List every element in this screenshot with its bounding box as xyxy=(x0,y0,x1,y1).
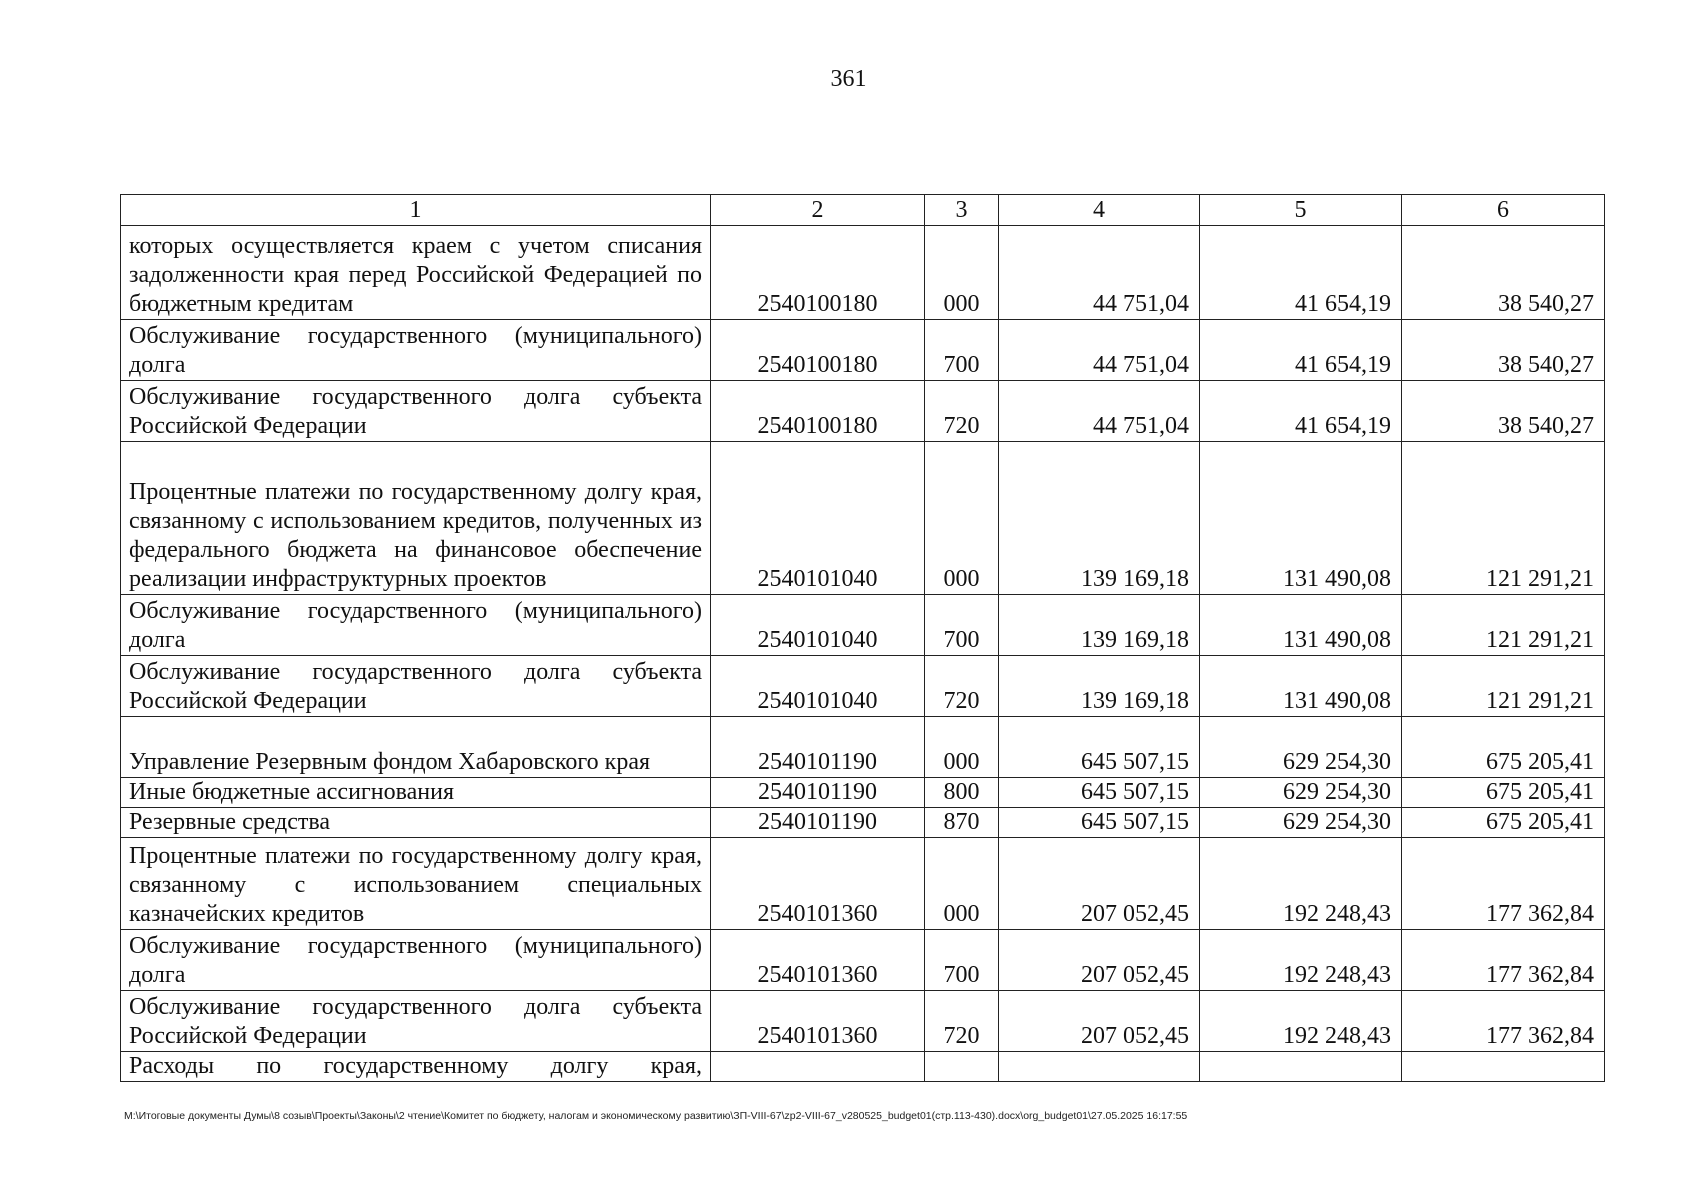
row-value-4 xyxy=(999,1052,1200,1082)
row-name: Обслуживание государственного (муниципального) долга xyxy=(121,930,711,991)
row-type: 720 xyxy=(925,991,999,1052)
column-header: 6 xyxy=(1402,195,1605,226)
row-value-5: 131 490,08 xyxy=(1200,442,1402,595)
row-type: 000 xyxy=(925,226,999,320)
row-name: Обслуживание государственного долга субъекта Российской Федерации xyxy=(121,656,711,717)
page-number: 361 xyxy=(830,66,867,92)
row-type: 870 xyxy=(925,808,999,838)
column-header: 5 xyxy=(1200,195,1402,226)
row-value-5: 131 490,08 xyxy=(1200,595,1402,656)
row-type: 720 xyxy=(925,656,999,717)
row-value-5: 131 490,08 xyxy=(1200,656,1402,717)
row-code: 2540101040 xyxy=(711,656,925,717)
table-row xyxy=(121,838,1605,930)
row-value-6: 121 291,21 xyxy=(1402,595,1605,656)
row-name: Резервные средства xyxy=(121,808,711,838)
row-type: 000 xyxy=(925,717,999,778)
table-row xyxy=(121,381,1605,442)
row-value-5: 629 254,30 xyxy=(1200,778,1402,808)
row-value-6: 177 362,84 xyxy=(1402,838,1605,930)
row-value-6: 177 362,84 xyxy=(1402,930,1605,991)
row-type: 800 xyxy=(925,778,999,808)
row-name: Иные бюджетные ассигнования xyxy=(121,778,711,808)
column-header: 3 xyxy=(925,195,999,226)
table-row xyxy=(121,226,1605,320)
row-code: 2540100180 xyxy=(711,226,925,320)
column-header: 1 xyxy=(121,195,711,226)
budget-table xyxy=(120,194,1605,1082)
row-name: Процентные платежи по государственному долгу края, связанному с использованием кредитов, полученных из федерального бюджета на финансовое обеспечение реализации инфраструктурных проектов xyxy=(121,442,711,595)
row-type: 000 xyxy=(925,442,999,595)
document-path-footer: M:\Итоговые документы Думы\8 созыв\Проекты\Законы\2 чтение\Комитет по бюджету, налогам и экономическому развитию\ЗП-VIII-67\zp2-VIII-67_v280525_budget01(стр.113-430).docx\org_budget01\27.05.2025 16:17:55 xyxy=(124,1110,1188,1122)
row-code: 2540101190 xyxy=(711,778,925,808)
row-value-5: 192 248,43 xyxy=(1200,930,1402,991)
row-value-6: 38 540,27 xyxy=(1402,320,1605,381)
row-value-4: 139 169,18 xyxy=(999,442,1200,595)
table-row xyxy=(121,808,1605,838)
row-type: 700 xyxy=(925,595,999,656)
row-value-6: 675 205,41 xyxy=(1402,778,1605,808)
row-code: 2540100180 xyxy=(711,320,925,381)
row-value-5: 192 248,43 xyxy=(1200,838,1402,930)
row-name: Обслуживание государственного долга субъекта Российской Федерации xyxy=(121,991,711,1052)
table-row xyxy=(121,778,1605,808)
row-value-6 xyxy=(1402,1052,1605,1082)
row-value-5: 41 654,19 xyxy=(1200,320,1402,381)
row-type: 720 xyxy=(925,381,999,442)
row-name: Расходы по государственному долгу края, xyxy=(121,1052,711,1082)
column-header: 2 xyxy=(711,195,925,226)
row-value-4: 44 751,04 xyxy=(999,381,1200,442)
row-value-4: 207 052,45 xyxy=(999,991,1200,1052)
row-type: 700 xyxy=(925,930,999,991)
table-row xyxy=(121,442,1605,595)
row-value-6: 675 205,41 xyxy=(1402,717,1605,778)
table-row xyxy=(121,930,1605,991)
column-header: 4 xyxy=(999,195,1200,226)
row-value-5: 629 254,30 xyxy=(1200,717,1402,778)
row-value-4: 139 169,18 xyxy=(999,656,1200,717)
row-value-4: 645 507,15 xyxy=(999,778,1200,808)
row-value-4: 44 751,04 xyxy=(999,320,1200,381)
row-value-4: 139 169,18 xyxy=(999,595,1200,656)
table-row xyxy=(121,656,1605,717)
row-value-6: 38 540,27 xyxy=(1402,381,1605,442)
row-code: 2540101040 xyxy=(711,442,925,595)
table-row xyxy=(121,991,1605,1052)
row-code: 2540101040 xyxy=(711,595,925,656)
row-value-5: 192 248,43 xyxy=(1200,991,1402,1052)
row-name: Обслуживание государственного (муниципального) долга xyxy=(121,595,711,656)
row-type xyxy=(925,1052,999,1082)
table-row xyxy=(121,595,1605,656)
row-type: 000 xyxy=(925,838,999,930)
row-value-4: 44 751,04 xyxy=(999,226,1200,320)
row-value-6: 675 205,41 xyxy=(1402,808,1605,838)
row-name: Обслуживание государственного долга субъекта Российской Федерации xyxy=(121,381,711,442)
row-value-5: 41 654,19 xyxy=(1200,381,1402,442)
row-code xyxy=(711,1052,925,1082)
row-value-5: 41 654,19 xyxy=(1200,226,1402,320)
row-value-6: 121 291,21 xyxy=(1402,442,1605,595)
table-row xyxy=(121,1052,1605,1082)
row-code: 2540101360 xyxy=(711,991,925,1052)
row-value-4: 207 052,45 xyxy=(999,838,1200,930)
row-code: 2540101190 xyxy=(711,717,925,778)
row-name: которых осуществляется краем с учетом списания задолженности края перед Российской Федерацией по бюджетным кредитам xyxy=(121,226,711,320)
row-value-5: 629 254,30 xyxy=(1200,808,1402,838)
row-code: 2540100180 xyxy=(711,381,925,442)
row-type: 700 xyxy=(925,320,999,381)
table-header-row xyxy=(121,195,1605,226)
row-value-6: 121 291,21 xyxy=(1402,656,1605,717)
row-name: Процентные платежи по государственному долгу края, связанному с использованием специальных казначейских кредитов xyxy=(121,838,711,930)
row-value-6: 38 540,27 xyxy=(1402,226,1605,320)
row-value-6: 177 362,84 xyxy=(1402,991,1605,1052)
row-name: Обслуживание государственного (муниципального) долга xyxy=(121,320,711,381)
row-value-4: 207 052,45 xyxy=(999,930,1200,991)
row-value-4: 645 507,15 xyxy=(999,808,1200,838)
row-code: 2540101190 xyxy=(711,808,925,838)
table-row xyxy=(121,717,1605,778)
row-value-4: 645 507,15 xyxy=(999,717,1200,778)
table-row xyxy=(121,320,1605,381)
row-code: 2540101360 xyxy=(711,930,925,991)
row-code: 2540101360 xyxy=(711,838,925,930)
row-value-5 xyxy=(1200,1052,1402,1082)
row-name: Управление Резервным фондом Хабаровского края xyxy=(121,717,711,778)
